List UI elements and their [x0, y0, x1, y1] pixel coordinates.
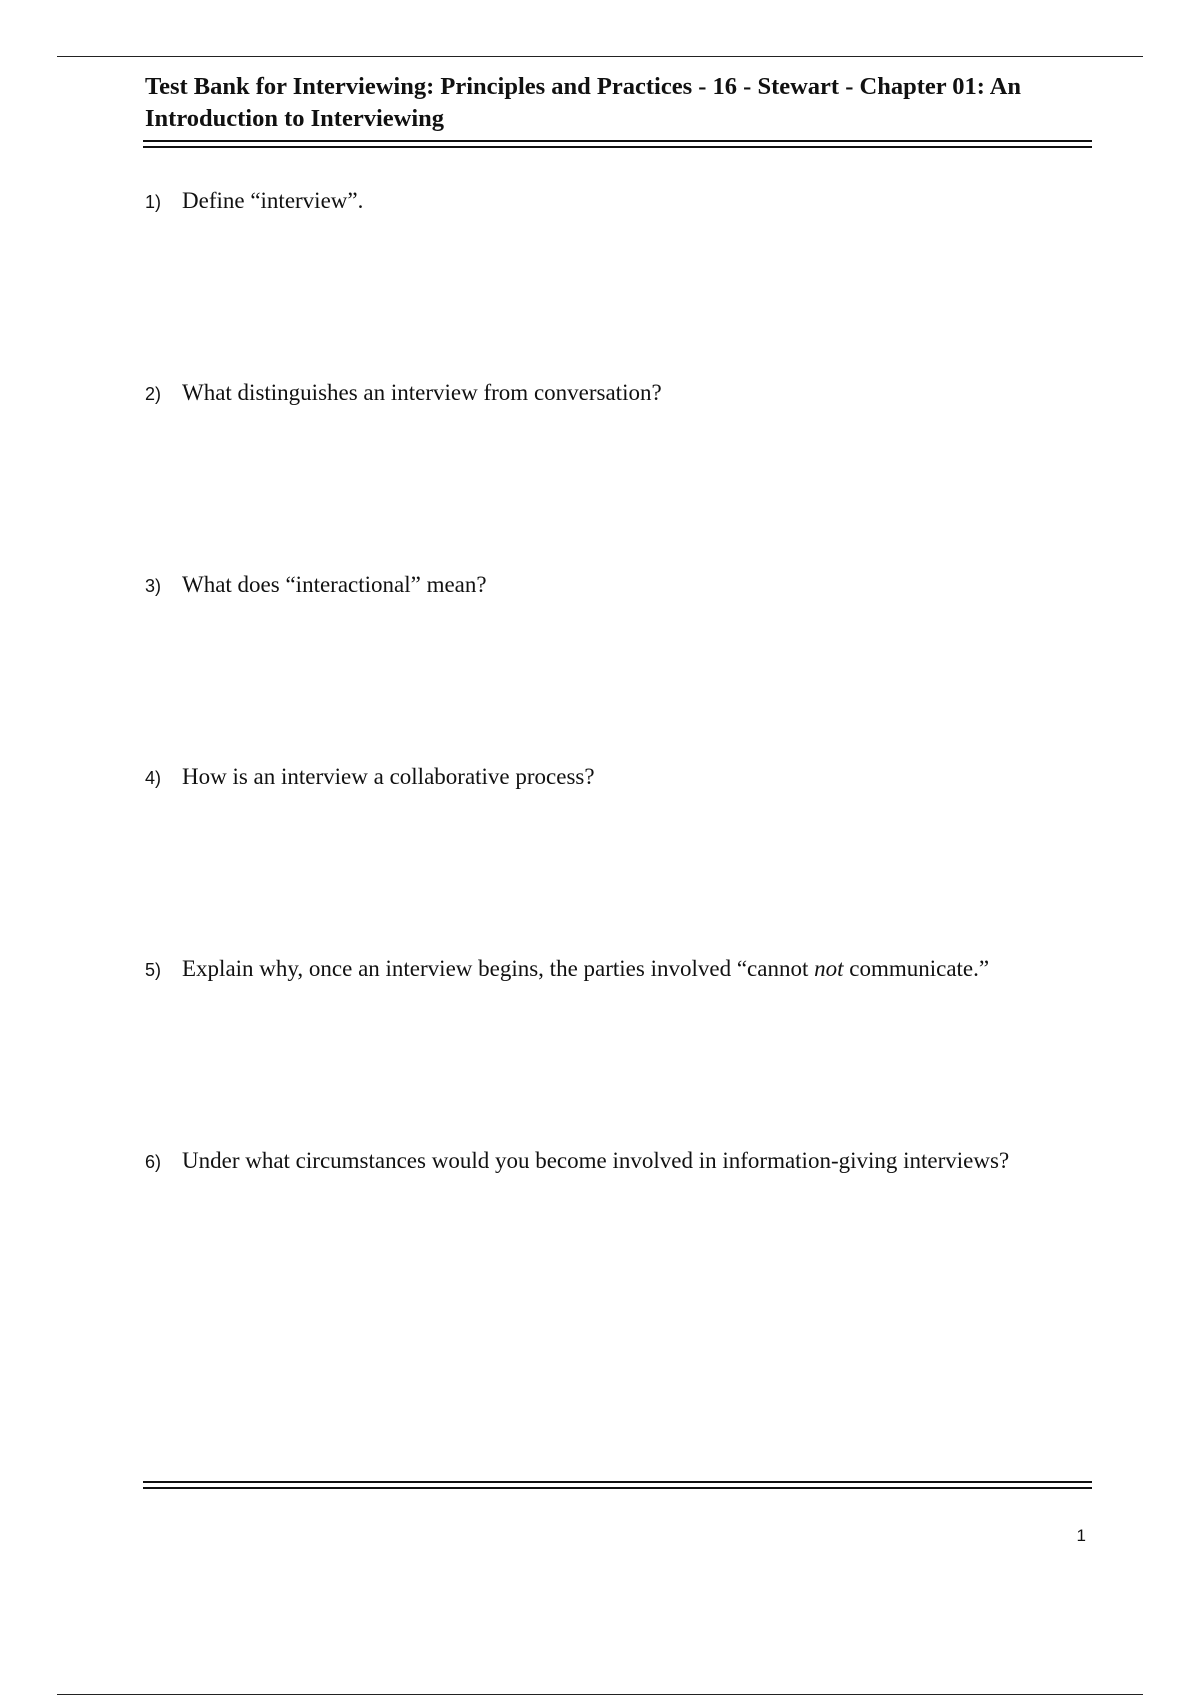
- question-text: How is an interview a collaborative process?: [182, 764, 595, 789]
- question-text: [182, 954, 989, 984]
- question-number: 2): [145, 384, 162, 404]
- question-number: 4): [145, 768, 162, 788]
- question-number: 3): [145, 576, 162, 596]
- footer-double-rule: [143, 1481, 1092, 1489]
- question-text-emphasis: not: [814, 956, 844, 981]
- question-text: What distinguishes an interview from conversation?: [182, 380, 662, 405]
- header-double-rule: [143, 140, 1092, 148]
- question-text-before: Explain why, once an interview begins, the parties involved “cannot: [182, 956, 815, 981]
- page-bottom-border: [57, 1694, 1143, 1695]
- document-header-title: Test Bank for Interviewing: Principles and Practices - 16 - Stewart - Chapter 01: An Introduction to Interviewing: [145, 73, 1022, 132]
- question-1: [145, 186, 1075, 217]
- question-number: 5): [145, 960, 162, 980]
- page-number: 1: [1076, 1526, 1086, 1545]
- question-number: 1): [145, 192, 162, 212]
- question-4: [145, 762, 1075, 793]
- question-number: 6): [145, 1152, 162, 1172]
- question-2: [145, 378, 1075, 409]
- question-5: [145, 954, 1075, 985]
- question-text: What does “interactional” mean?: [182, 572, 487, 597]
- question-text-after: communicate.”: [843, 956, 990, 981]
- question-3: [145, 570, 1075, 601]
- question-6: [145, 1146, 1075, 1177]
- page-top-border: [57, 56, 1143, 57]
- question-text: Define “interview”.: [182, 188, 364, 213]
- question-text: Under what circumstances would you become involved in information-giving interviews?: [182, 1148, 1010, 1173]
